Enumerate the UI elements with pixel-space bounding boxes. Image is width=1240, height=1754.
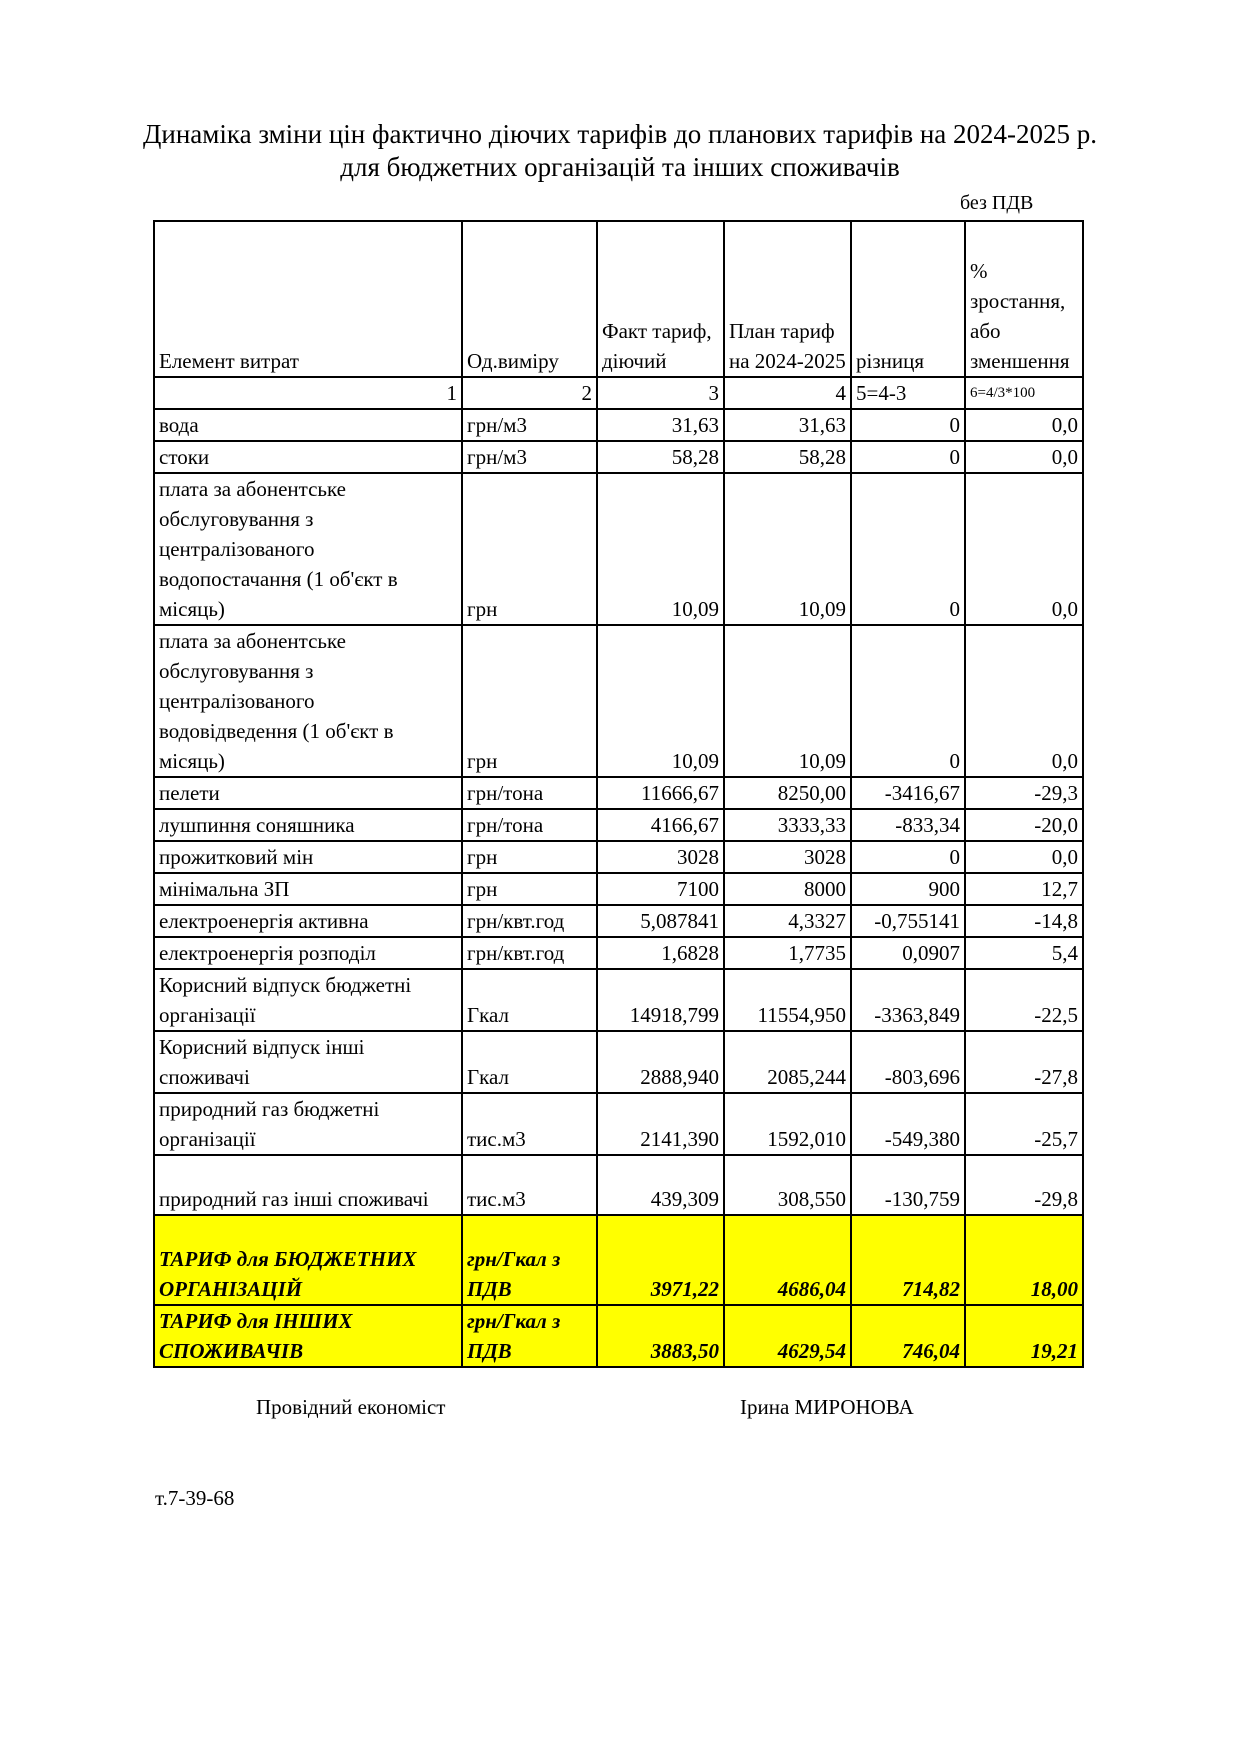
table-header-row [154, 221, 1083, 377]
header-unit: Од.виміру [462, 221, 597, 377]
table-row [154, 777, 1083, 809]
cell-plan: 58,28 [724, 441, 851, 473]
cell-diff: -3416,67 [851, 777, 965, 809]
signature-position: Провідний економіст [256, 1395, 446, 1419]
cell-diff: -549,380 [851, 1093, 965, 1155]
cell-pct: -14,8 [965, 905, 1083, 937]
cell-element: електроенергія активна [154, 905, 462, 937]
cell-plan: 1,7735 [724, 937, 851, 969]
document-title: Динаміка зміни цін фактично діючих тарифів до планових тарифів на 2024-2025 р. для бюджетних організацій та інших споживачів [142, 119, 1097, 182]
cell-fact: 2141,390 [597, 1093, 724, 1155]
cell-plan: 4,3327 [724, 905, 851, 937]
vat-note: без ПДВ [960, 192, 1034, 214]
cell-unit: Гкал [462, 969, 597, 1031]
total-cell-pct: 18,00 [965, 1215, 1083, 1305]
total-cell-element: ТАРИФ для БЮДЖЕТНИХ ОРГАНІЗАЦІЙ [154, 1215, 462, 1305]
cell-fact: 14918,799 [597, 969, 724, 1031]
total-cell-diff: 714,82 [851, 1215, 965, 1305]
table-row [154, 473, 1083, 625]
index-cell: 6=4/3*100 [965, 377, 1083, 409]
cell-element: мінімальна ЗП [154, 873, 462, 905]
cell-pct: -29,8 [965, 1155, 1083, 1215]
table-row [154, 809, 1083, 841]
cell-pct: -29,3 [965, 777, 1083, 809]
cell-unit: грн [462, 873, 597, 905]
phone-number: т.7-39-68 [155, 1486, 235, 1510]
table-row [154, 873, 1083, 905]
table-row [154, 441, 1083, 473]
cell-element: пелети [154, 777, 462, 809]
table-row [154, 905, 1083, 937]
cell-element: вода [154, 409, 462, 441]
header-diff: різниця [851, 221, 965, 377]
cell-pct: 0,0 [965, 409, 1083, 441]
header-element: Елемент витрат [154, 221, 462, 377]
cell-fact: 7100 [597, 873, 724, 905]
header-fact: Факт тариф, діючий [597, 221, 724, 377]
cell-plan: 8000 [724, 873, 851, 905]
cell-fact: 10,09 [597, 473, 724, 625]
cell-pct: 0,0 [965, 473, 1083, 625]
table-row [154, 625, 1083, 777]
total-tariff-row [154, 1215, 1083, 1305]
cell-plan: 31,63 [724, 409, 851, 441]
cell-diff: -803,696 [851, 1031, 965, 1093]
cell-diff: -833,34 [851, 809, 965, 841]
cell-plan: 3333,33 [724, 809, 851, 841]
cell-diff: 0 [851, 625, 965, 777]
cell-element: природний газ інші споживачі [154, 1155, 462, 1215]
cell-plan: 2085,244 [724, 1031, 851, 1093]
cell-unit: грн/квт.год [462, 937, 597, 969]
cell-unit: грн/квт.год [462, 905, 597, 937]
cell-element: електроенергія розподіл [154, 937, 462, 969]
cell-unit: тис.м3 [462, 1155, 597, 1215]
cell-unit: тис.м3 [462, 1093, 597, 1155]
index-cell: 2 [462, 377, 597, 409]
index-cell: 3 [597, 377, 724, 409]
cell-plan: 3028 [724, 841, 851, 873]
cell-plan: 11554,950 [724, 969, 851, 1031]
column-index-row [154, 377, 1083, 409]
cell-element: плата за абонентське обслуговування з централізованого водовідведення (1 об'єкт в місяць) [154, 625, 462, 777]
table-body [154, 409, 1083, 1367]
cell-diff: -130,759 [851, 1155, 965, 1215]
cell-element: природний газ бюджетні організації [154, 1093, 462, 1155]
cell-diff: -3363,849 [851, 969, 965, 1031]
cell-plan: 10,09 [724, 625, 851, 777]
cell-plan: 308,550 [724, 1155, 851, 1215]
cell-unit: Гкал [462, 1031, 597, 1093]
cell-diff: 0 [851, 441, 965, 473]
cell-pct: -20,0 [965, 809, 1083, 841]
table-row [154, 409, 1083, 441]
table-row [154, 1093, 1083, 1155]
cell-plan: 10,09 [724, 473, 851, 625]
index-cell: 5=4-3 [851, 377, 965, 409]
cell-unit: грн [462, 841, 597, 873]
index-cell: 1 [154, 377, 462, 409]
cell-diff: 0,0907 [851, 937, 965, 969]
table-row [154, 937, 1083, 969]
cell-pct: 0,0 [965, 625, 1083, 777]
cell-diff: -0,755141 [851, 905, 965, 937]
table-row [154, 1031, 1083, 1093]
total-cell-element: ТАРИФ для ІНШИХ СПОЖИВАЧІВ [154, 1305, 462, 1367]
table-row [154, 841, 1083, 873]
total-cell-plan: 4629,54 [724, 1305, 851, 1367]
cell-unit: грн/м3 [462, 409, 597, 441]
total-tariff-row [154, 1305, 1083, 1367]
cell-diff: 900 [851, 873, 965, 905]
cell-diff: 0 [851, 409, 965, 441]
cell-fact: 1,6828 [597, 937, 724, 969]
cell-pct: 12,7 [965, 873, 1083, 905]
cell-pct: -22,5 [965, 969, 1083, 1031]
cell-fact: 2888,940 [597, 1031, 724, 1093]
cell-fact: 31,63 [597, 409, 724, 441]
total-cell-unit: грн/Гкал з ПДВ [462, 1305, 597, 1367]
header-pct: % зростання, або зменшення [965, 221, 1083, 377]
cell-plan: 8250,00 [724, 777, 851, 809]
cell-element: стоки [154, 441, 462, 473]
cell-plan: 1592,010 [724, 1093, 851, 1155]
cell-unit: грн [462, 473, 597, 625]
cell-unit: грн/м3 [462, 441, 597, 473]
total-cell-unit: грн/Гкал з ПДВ [462, 1215, 597, 1305]
total-cell-pct: 19,21 [965, 1305, 1083, 1367]
cell-pct: -25,7 [965, 1093, 1083, 1155]
cell-element: Корисний відпуск бюджетні організації [154, 969, 462, 1031]
cell-diff: 0 [851, 473, 965, 625]
cell-element: лушпиння соняшника [154, 809, 462, 841]
header-plan: План тариф на 2024-2025 [724, 221, 851, 377]
cell-element: прожитковий мін [154, 841, 462, 873]
table-row [154, 969, 1083, 1031]
cell-pct: 0,0 [965, 441, 1083, 473]
cell-fact: 11666,67 [597, 777, 724, 809]
cell-fact: 439,309 [597, 1155, 724, 1215]
cell-element: плата за абонентське обслуговування з централізованого водопостачання (1 об'єкт в місяць) [154, 473, 462, 625]
table-row [154, 1155, 1083, 1215]
total-cell-diff: 746,04 [851, 1305, 965, 1367]
cell-pct: -27,8 [965, 1031, 1083, 1093]
signature-name: Ірина МИРОНОВА [740, 1395, 914, 1419]
cell-pct: 5,4 [965, 937, 1083, 969]
cell-unit: грн [462, 625, 597, 777]
tariff-table [153, 220, 1084, 1368]
cell-unit: грн/тона [462, 809, 597, 841]
total-cell-plan: 4686,04 [724, 1215, 851, 1305]
cell-fact: 58,28 [597, 441, 724, 473]
cell-pct: 0,0 [965, 841, 1083, 873]
cell-fact: 3028 [597, 841, 724, 873]
cell-fact: 4166,67 [597, 809, 724, 841]
cell-element: Корисний відпуск інші споживачі [154, 1031, 462, 1093]
total-cell-fact: 3883,50 [597, 1305, 724, 1367]
cell-fact: 10,09 [597, 625, 724, 777]
cell-unit: грн/тона [462, 777, 597, 809]
index-cell: 4 [724, 377, 851, 409]
cell-fact: 5,087841 [597, 905, 724, 937]
cell-diff: 0 [851, 841, 965, 873]
total-cell-fact: 3971,22 [597, 1215, 724, 1305]
